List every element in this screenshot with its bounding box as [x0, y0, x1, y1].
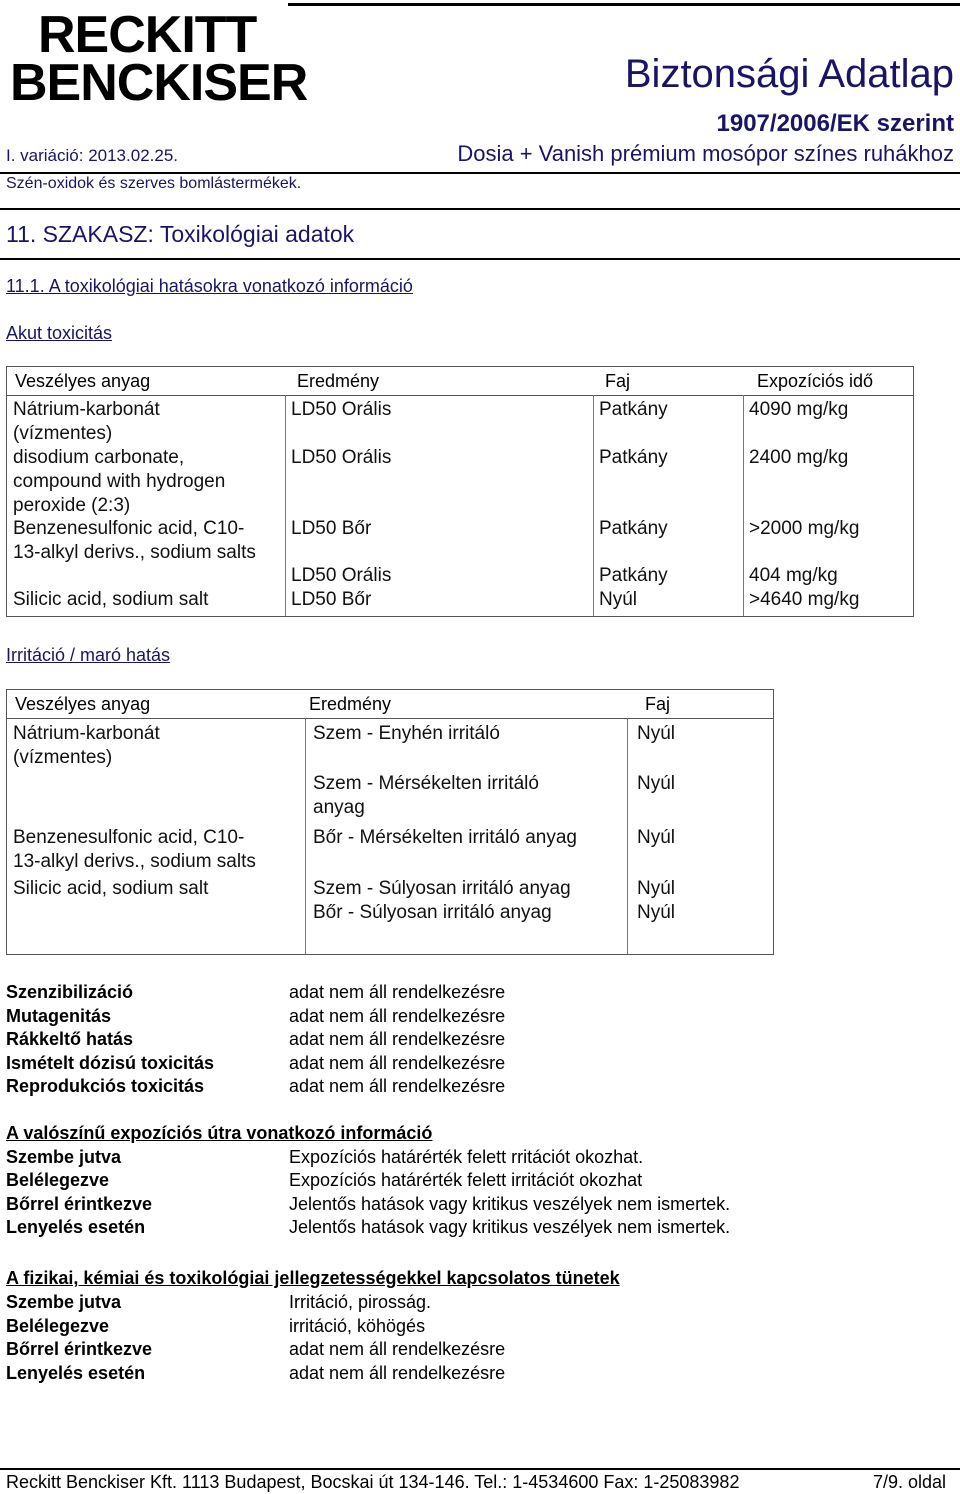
effect-value-mutagenicity: adat nem áll rendelkezésre: [289, 1006, 506, 1026]
acute-row-3-substance: Benzenesulfonic acid, C10- 13-alkyl derivs., sodium salts: [13, 518, 256, 563]
irritation-title: Irritáció / maró hatás: [6, 645, 171, 665]
acute-row-3-species: Patkány: [599, 518, 668, 539]
effect-label-mutagenicity: Mutagenitás: [6, 1006, 112, 1026]
irritation-species-1: Nyúl: [637, 723, 676, 744]
exposure-value-inhalation: Expozíciós határérték felett irritációt okozhat: [289, 1170, 643, 1190]
footer-rule: [0, 1468, 960, 1470]
acute-header-exposure: Expozíciós idő: [757, 371, 874, 391]
irritation-result-2: Szem - Mérsékelten irritáló anyag: [313, 773, 539, 818]
irritation-substance-2: Benzenesulfonic acid, C10- 13-alkyl derivs., sodium salts: [13, 827, 256, 872]
irritation-result-4: Szem - Súlyosan irritáló anyag Bőr - Súlyosan irritáló anyag: [313, 878, 571, 923]
previous-section-text: Szén-oxidok és szerves bomlástermékek.: [6, 175, 302, 192]
acute-row-4-value: 404 mg/kg >4640 mg/kg: [749, 565, 860, 610]
acute-row-1-result: LD50 Orális: [291, 399, 392, 420]
symptom-label-skin: Bőrrel érintkezve: [6, 1339, 153, 1359]
header-top-rule: [288, 3, 960, 6]
acute-header-result: Eredmény: [297, 371, 380, 391]
acute-header-species: Faj: [605, 371, 631, 391]
footer-page-number: 7/9. oldal: [872, 1472, 946, 1492]
symptom-value-inhalation: irritáció, köhögés: [289, 1316, 426, 1336]
acute-row-2-result: LD50 Orális: [291, 447, 392, 468]
acute-row-1-substance: Nátrium-karbonát (vízmentes): [13, 399, 160, 444]
exposure-label-eye: Szembe jutva: [6, 1147, 122, 1167]
effect-value-repeated-dose: adat nem áll rendelkezésre: [289, 1053, 506, 1073]
exposure-value-ingestion: Jelentős hatások vagy kritikus veszélyek nem ismertek.: [289, 1217, 731, 1237]
logo-line2: BENCKISER: [10, 54, 308, 112]
acute-row-3-value: >2000 mg/kg: [749, 518, 860, 539]
exposure-label-inhalation: Belélegezve: [6, 1170, 110, 1190]
acute-row-4-species: Patkány Nyúl: [599, 565, 668, 610]
logo-line1: RECKITT: [38, 6, 257, 64]
symptoms-title: A fizikai, kémiai és toxikológiai jellegzetességekkel kapcsolatos tünetek: [6, 1268, 620, 1288]
effect-value-reproductive: adat nem áll rendelkezésre: [289, 1076, 506, 1096]
subsection-title: 11.1. A toxikológiai hatásokra vonatkozó információ: [6, 276, 413, 296]
irritation-header-result: Eredmény: [309, 694, 392, 714]
acute-row-3-result: LD50 Bőr: [291, 518, 372, 539]
symptom-value-ingestion: adat nem áll rendelkezésre: [289, 1363, 506, 1383]
irritation-substance-3: Silicic acid, sodium salt: [13, 878, 209, 899]
acute-row-1-species: Patkány: [599, 399, 668, 420]
exposure-label-skin: Bőrrel érintkezve: [6, 1194, 153, 1214]
irritation-species-4: Nyúl Nyúl: [637, 878, 676, 923]
irritation-species-2: Nyúl: [637, 773, 676, 794]
effect-label-carcinogenicity: Rákkeltő hatás: [6, 1029, 134, 1049]
irritation-header-species: Faj: [645, 694, 671, 714]
effect-label-reproductive: Reprodukciós toxicitás: [6, 1076, 205, 1096]
acute-row-4-result: LD50 Orális LD50 Bőr: [291, 565, 392, 610]
effect-label-repeated-dose: Ismételt dózisú toxicitás: [6, 1053, 215, 1073]
section-title: 11. SZAKASZ: Toxikológiai adatok: [6, 221, 355, 247]
irritation-result-3: Bőr - Mérsékelten irritáló anyag: [313, 827, 577, 848]
exposure-title: A valószínű expozíciós útra vonatkozó információ: [6, 1123, 433, 1143]
acute-row-4-substance: Silicic acid, sodium salt: [13, 589, 209, 610]
symptom-label-eye: Szembe jutva: [6, 1292, 122, 1312]
irritation-result-1: Szem - Enyhén irritáló: [313, 723, 500, 744]
footer-company-info: Reckitt Benckiser Kft. 1113 Budapest, Bocskai út 134-146. Tel.: 1-4534600 Fax: 1-25083982: [6, 1472, 740, 1492]
exposure-label-ingestion: Lenyelés esetén: [6, 1217, 146, 1237]
symptom-value-skin: adat nem áll rendelkezésre: [289, 1339, 506, 1359]
effect-value-carcinogenicity: adat nem áll rendelkezésre: [289, 1029, 506, 1049]
company-logo: [10, 6, 308, 112]
acute-toxicity-table: [6, 366, 914, 617]
symptom-value-eye: Irritáció, pirosság.: [289, 1292, 432, 1312]
irritation-table: [6, 689, 774, 955]
acute-header-substance: Veszélyes anyag: [15, 371, 151, 391]
acute-row-2-value: 2400 mg/kg: [749, 447, 849, 468]
irritation-header-substance: Veszélyes anyag: [15, 694, 151, 714]
regulation-reference: 1907/2006/EK szerint: [716, 110, 954, 137]
effect-label-sensitisation: Szenzibilizáció: [6, 982, 134, 1002]
acute-row-2-substance: disodium carbonate, compound with hydrogen peroxide (2:3): [13, 447, 226, 516]
header-rule: [0, 172, 960, 174]
acute-row-1-value: 4090 mg/kg: [749, 399, 849, 420]
symptom-label-ingestion: Lenyelés esetén: [6, 1363, 146, 1383]
exposure-value-skin: Jelentős hatások vagy kritikus veszélyek nem ismertek.: [289, 1194, 731, 1214]
version-date: I. variáció: 2013.02.25.: [6, 146, 179, 165]
irritation-substance-1: Nátrium-karbonát (vízmentes): [13, 723, 160, 768]
product-name: Dosia + Vanish prémium mosópor színes ruhákhoz: [457, 141, 954, 166]
acute-toxicity-title: Akut toxicitás: [6, 323, 113, 343]
symptom-label-inhalation: Belélegezve: [6, 1316, 110, 1336]
acute-row-2-species: Patkány: [599, 447, 668, 468]
exposure-value-eye: Expozíciós határérték felett rritációt okozhat.: [289, 1147, 644, 1167]
effect-value-sensitisation: adat nem áll rendelkezésre: [289, 982, 506, 1002]
irritation-species-3: Nyúl: [637, 827, 676, 848]
document-title: Biztonsági Adatlap: [624, 52, 954, 96]
